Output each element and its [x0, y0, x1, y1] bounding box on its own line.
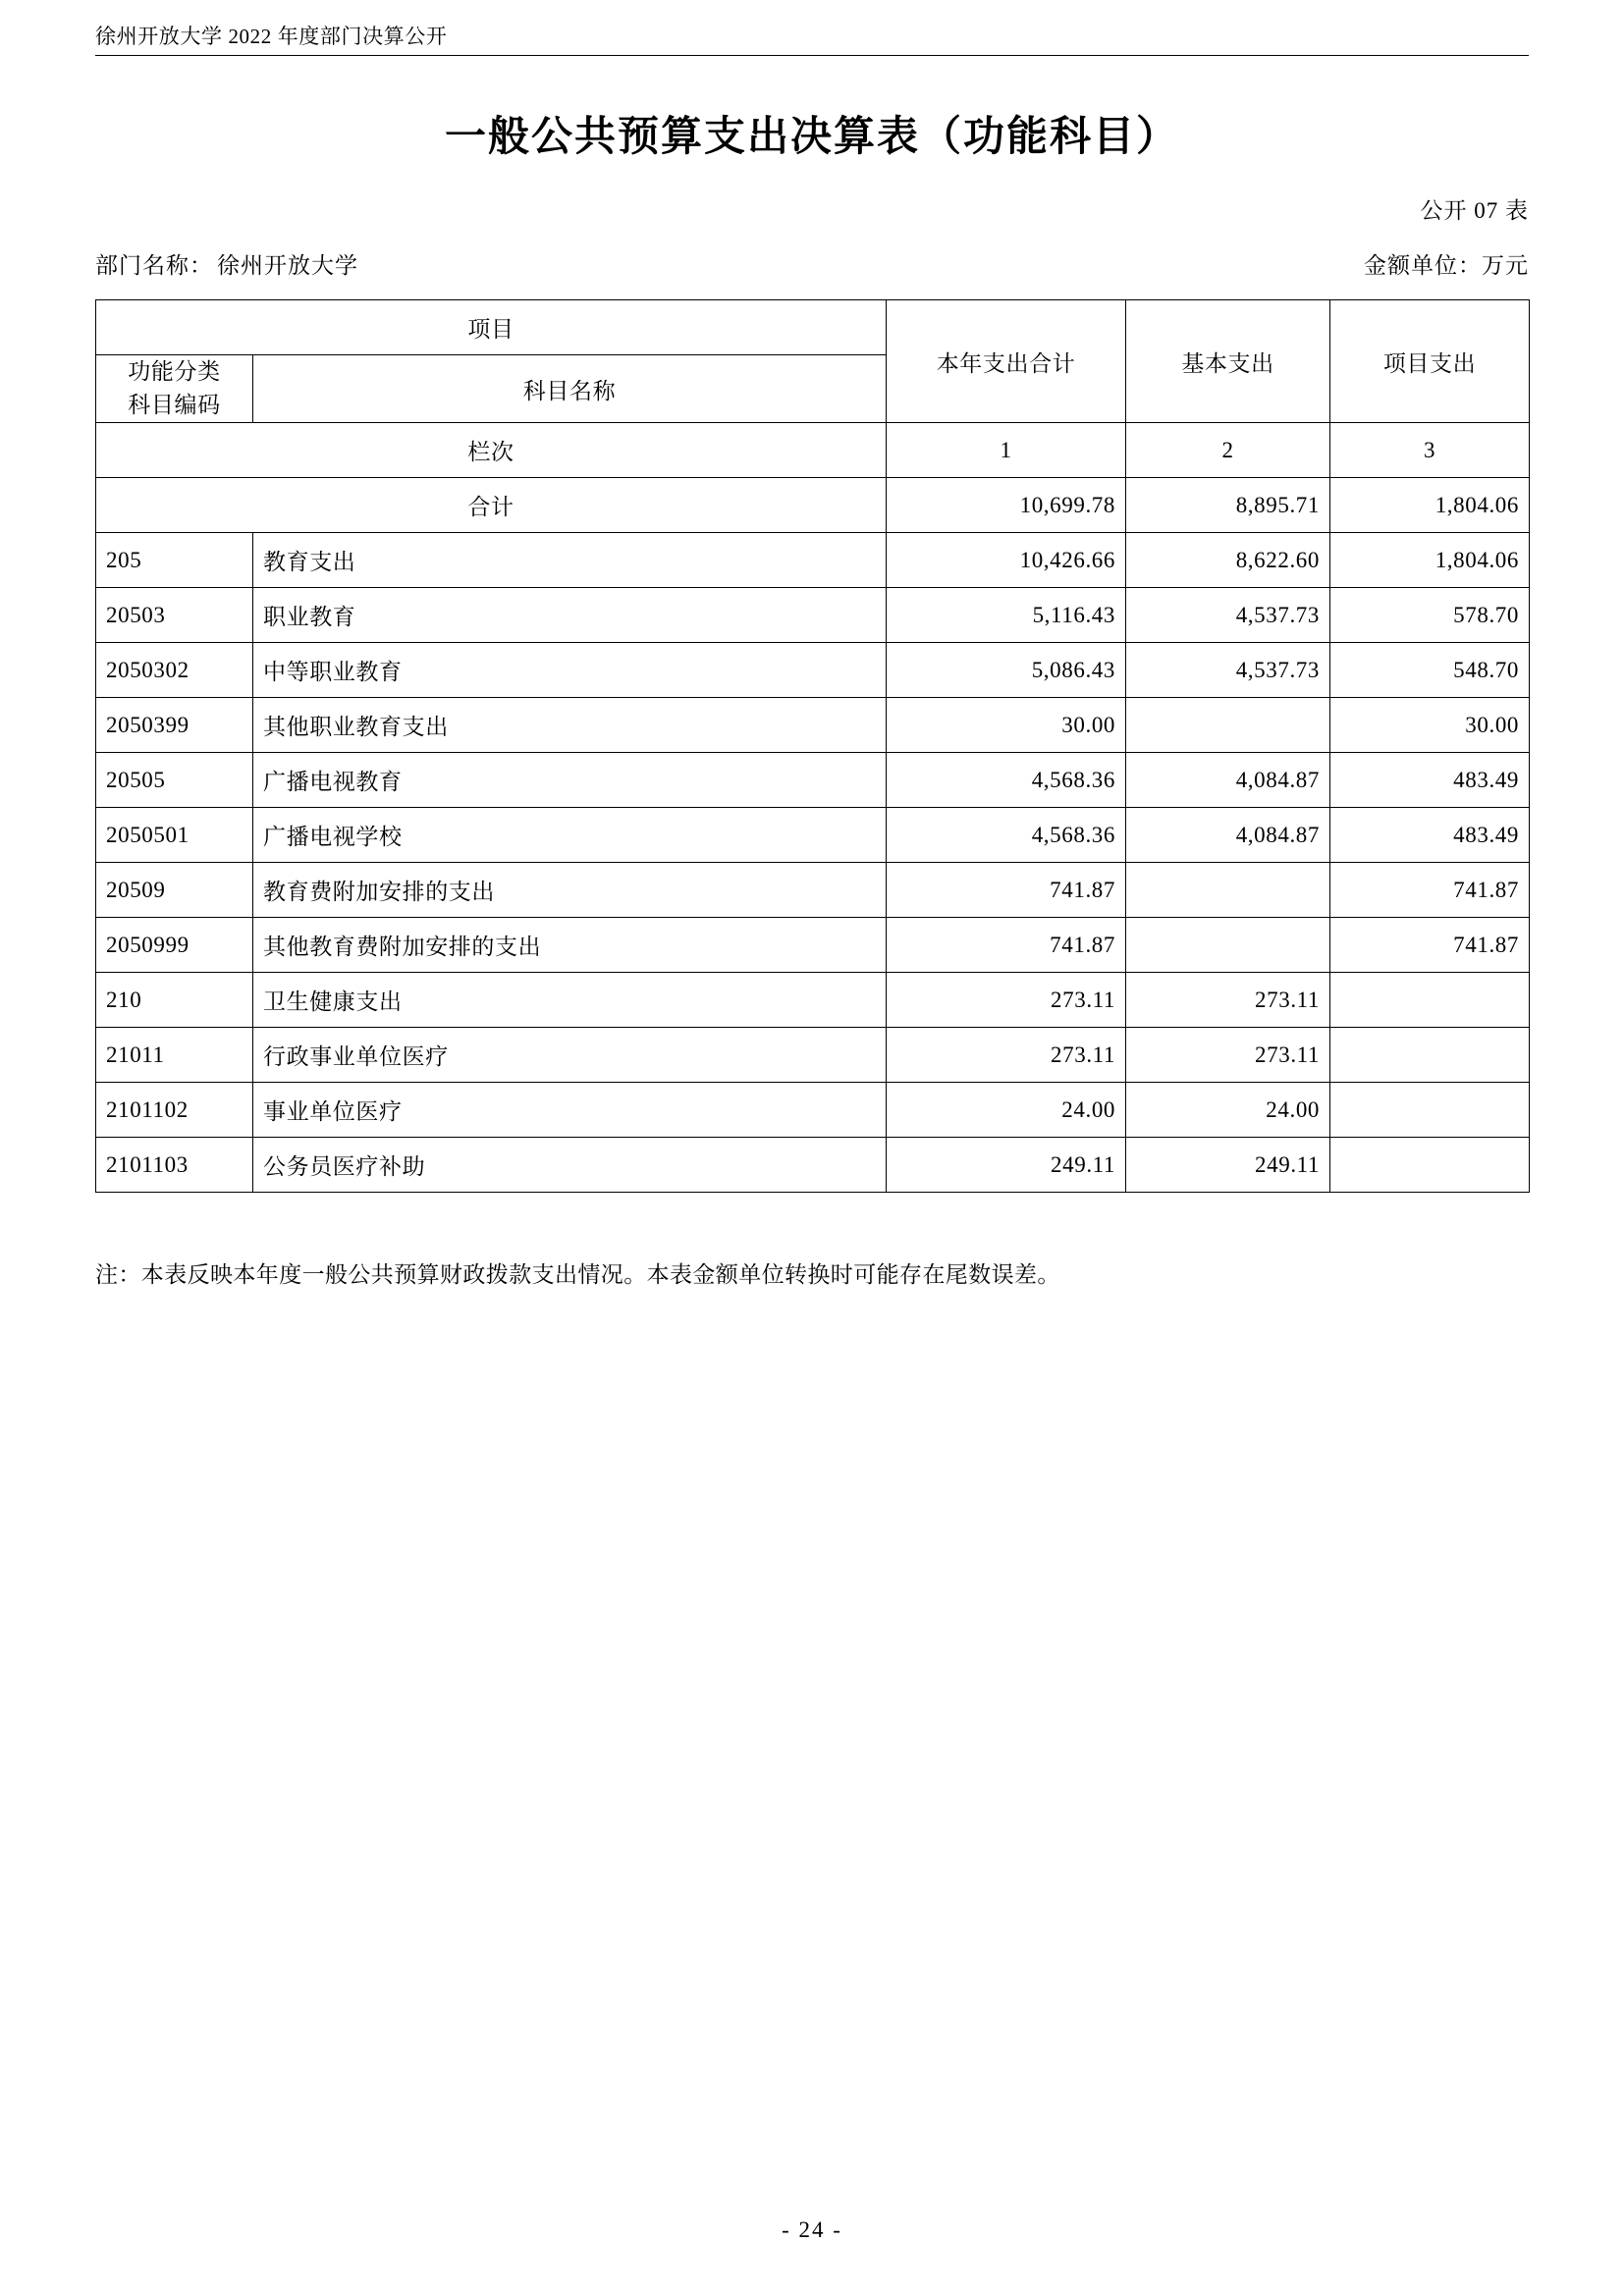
row-basic	[1126, 918, 1330, 973]
row-total: 273.11	[887, 1028, 1126, 1083]
table-body	[96, 300, 1530, 1193]
form-number: 公开 07 表	[1420, 198, 1529, 223]
header-function-code-line2: 科目编码	[128, 393, 221, 417]
row-code: 205	[96, 533, 253, 588]
row-code: 21011	[96, 1028, 253, 1083]
row-total: 249.11	[887, 1138, 1126, 1193]
row-basic	[1126, 863, 1330, 918]
row-project: 741.87	[1330, 918, 1530, 973]
row-name: 教育费附加安排的支出	[253, 863, 887, 918]
table-row	[96, 588, 1530, 643]
table-row	[96, 918, 1530, 973]
row-code: 2050501	[96, 808, 253, 863]
row-project	[1330, 1083, 1530, 1138]
table-row	[96, 1138, 1530, 1193]
row-name: 教育支出	[253, 533, 887, 588]
row-basic: 4,084.87	[1126, 753, 1330, 808]
row-code: 20509	[96, 863, 253, 918]
row-basic: 4,537.73	[1126, 643, 1330, 698]
header-group-item: 项目	[96, 300, 887, 355]
column-index-2: 2	[1126, 423, 1330, 478]
row-total: 5,086.43	[887, 643, 1126, 698]
budget-table-wrapper	[95, 299, 1529, 1193]
row-code: 2101103	[96, 1138, 253, 1193]
row-total: 5,116.43	[887, 588, 1126, 643]
row-project: 548.70	[1330, 643, 1530, 698]
row-project	[1330, 1138, 1530, 1193]
row-total: 10,426.66	[887, 533, 1126, 588]
table-row	[96, 973, 1530, 1028]
row-basic: 4,084.87	[1126, 808, 1330, 863]
department-value: 徐州开放大学	[217, 253, 358, 278]
row-total: 30.00	[887, 698, 1126, 753]
total-row-label: 合计	[96, 478, 887, 533]
running-head-rule	[95, 55, 1529, 56]
row-code: 2050302	[96, 643, 253, 698]
row-code: 2101102	[96, 1083, 253, 1138]
total-row-basic: 8,895.71	[1126, 478, 1330, 533]
row-total: 741.87	[887, 918, 1126, 973]
table-header-row-group	[96, 300, 1530, 355]
row-basic: 24.00	[1126, 1083, 1330, 1138]
row-basic: 8,622.60	[1126, 533, 1330, 588]
row-basic: 249.11	[1126, 1138, 1330, 1193]
table-row-total	[96, 478, 1530, 533]
row-total: 4,568.36	[887, 753, 1126, 808]
header-project-expenditure: 项目支出	[1330, 300, 1530, 423]
row-name: 卫生健康支出	[253, 973, 887, 1028]
row-project: 483.49	[1330, 753, 1530, 808]
row-code: 20503	[96, 588, 253, 643]
header-function-code-line1: 功能分类	[128, 359, 221, 384]
row-basic: 4,537.73	[1126, 588, 1330, 643]
column-index-label: 栏次	[96, 423, 887, 478]
department-name-block	[95, 247, 358, 280]
page-title: 一般公共预算支出决算表（功能科目）	[444, 115, 1179, 160]
row-basic: 273.11	[1126, 1028, 1330, 1083]
table-row	[96, 698, 1530, 753]
table-row	[96, 1083, 1530, 1138]
row-name: 其他教育费附加安排的支出	[253, 918, 887, 973]
row-name: 公务员医疗补助	[253, 1138, 887, 1193]
row-name: 事业单位医疗	[253, 1083, 887, 1138]
row-total: 741.87	[887, 863, 1126, 918]
row-code: 2050999	[96, 918, 253, 973]
table-row	[96, 533, 1530, 588]
row-code: 20505	[96, 753, 253, 808]
table-row	[96, 753, 1530, 808]
column-index-row	[96, 423, 1530, 478]
row-total: 4,568.36	[887, 808, 1126, 863]
row-code: 210	[96, 973, 253, 1028]
row-name: 广播电视教育	[253, 753, 887, 808]
column-index-3: 3	[1330, 423, 1530, 478]
row-project	[1330, 1028, 1530, 1083]
table-note: 注：本表反映本年度一般公共预算财政拨款支出情况。本表金额单位转换时可能存在尾数误差。	[95, 1262, 1060, 1287]
row-project: 741.87	[1330, 863, 1530, 918]
total-row-total: 10,699.78	[887, 478, 1126, 533]
row-total: 273.11	[887, 973, 1126, 1028]
row-code: 2050399	[96, 698, 253, 753]
row-name: 广播电视学校	[253, 808, 887, 863]
table-row	[96, 863, 1530, 918]
page-footer: - 24 -	[782, 2217, 842, 2242]
running-head-text: 徐州开放大学 2022 年度部门决算公开	[95, 25, 448, 48]
table-row	[96, 1028, 1530, 1083]
row-total: 24.00	[887, 1083, 1126, 1138]
budget-expenditure-table	[95, 299, 1530, 1193]
row-name: 职业教育	[253, 588, 887, 643]
header-basic-expenditure: 基本支出	[1126, 300, 1330, 423]
document-meta	[95, 247, 1529, 280]
row-project: 483.49	[1330, 808, 1530, 863]
row-basic	[1126, 698, 1330, 753]
running-head	[95, 22, 1529, 56]
row-name: 其他职业教育支出	[253, 698, 887, 753]
column-index-1: 1	[887, 423, 1126, 478]
row-project: 578.70	[1330, 588, 1530, 643]
department-label: 部门名称：	[95, 253, 213, 278]
row-basic: 273.11	[1126, 973, 1330, 1028]
header-function-code	[96, 355, 253, 423]
row-name: 中等职业教育	[253, 643, 887, 698]
row-project: 1,804.06	[1330, 533, 1530, 588]
row-name: 行政事业单位医疗	[253, 1028, 887, 1083]
row-project: 30.00	[1330, 698, 1530, 753]
row-project	[1330, 973, 1530, 1028]
header-subject-name: 科目名称	[253, 355, 887, 423]
table-row	[96, 808, 1530, 863]
table-row	[96, 643, 1530, 698]
header-total-expenditure: 本年支出合计	[887, 300, 1126, 423]
total-row-project: 1,804.06	[1330, 478, 1530, 533]
amount-unit-label: 金额单位：万元	[1364, 253, 1529, 278]
